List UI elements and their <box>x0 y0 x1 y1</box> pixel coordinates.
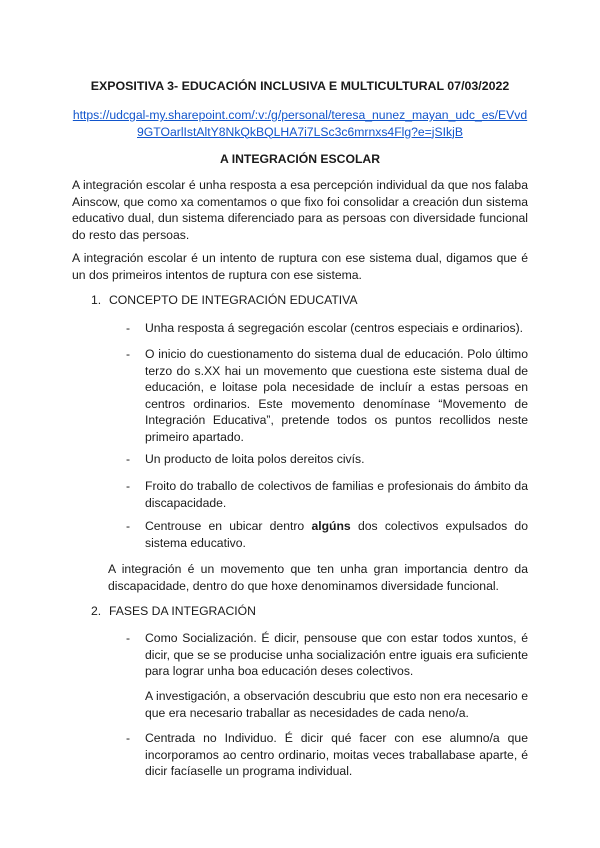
concept-heading <box>91 292 528 309</box>
concept-heading-text: CONCEPTO DE INTEGRACIÓN EDUCATIVA <box>109 293 358 307</box>
dash-bullet: - <box>126 452 131 466</box>
list-item <box>126 518 528 551</box>
dash-bullet: - <box>126 321 131 335</box>
list-item-text: O inicio do cuestionamento do sistema dual de educación. Polo último terzo do s.XX hai un movemento que cuestiona este sistema dual de educación, e loitase pola necesidade de incluír a estas persoas en centros ordinarios. Este movemento denomínase “Movemento de Integración Educativa”, pretende todos os puntos recollidos neste primeiro apartado. <box>145 347 528 444</box>
list-item-text: Unha resposta á segregación escolar (centros especiais e ordinarios). <box>145 321 524 335</box>
dash-bullet: - <box>126 519 131 533</box>
phases-heading-text: FASES DA INTEGRACIÓN <box>109 604 256 618</box>
intro-paragraph-2: A integración escolar é un intento de ruptura con ese sistema dual, digamos que é un dos primeiros intentos de ruptura con ese sistema. <box>72 251 528 282</box>
list-item-text: Como Socialización. É dicir, pensouse que con estar todos xuntos, é dicir, que se se producise unha socialización entre iguais era suficiente para lograr unha boa educación deses colectivos. <box>145 631 528 679</box>
intro-paragraph-1: A integración escolar é unha resposta a esa percepción individual da que nos falaba Ainscow, que como xa comentamos o que fixo foi consolidar a creación dun sistema educativo dual, dun sistema diferenciado para as persoas con diversidade funcional do resto das persoas. <box>72 178 528 242</box>
concept-closing-paragraph: A integración é un movemento que ten unha gran importancia dentro da discapacidade, dentro do que hoxe denominamos diversidade funcional. <box>108 562 528 593</box>
emphasis-text: algúns <box>311 519 351 533</box>
list-item-text: Centrada no Individuo. É dicir qué facer con ese alumno/a que incorporamos ao centro ordinario, moitas veces traballabase aparte, é dicir facíaselle un programa individual. <box>145 731 528 779</box>
list-item-text <box>145 518 528 551</box>
phases-heading <box>91 603 528 620</box>
list-item-text-part: dos colectivos expulsados do sistema educativo. <box>145 519 528 550</box>
dash-bullet: - <box>126 731 131 745</box>
phases-number: 2. <box>91 604 102 618</box>
concept-number: 1. <box>91 293 102 307</box>
list-item <box>126 630 528 680</box>
dash-bullet: - <box>126 347 131 361</box>
dash-bullet: - <box>126 631 131 645</box>
video-link[interactable]: https://udcgal-my.sharepoint.com/:v:/g/personal/teresa_nunez_mayan_udc_es/EVvd9GTOarlIstAltY8NkQkBQLHA7i7LSc3c6mrnxs4Flg?e=jSIkjB <box>72 108 528 139</box>
list-item <box>126 478 528 511</box>
list-item <box>126 346 528 446</box>
list-item-text-part: Centrouse en ubicar dentro <box>145 519 312 533</box>
dash-bullet: - <box>126 479 131 493</box>
list-item <box>126 730 528 780</box>
section-title: A INTEGRACIÓN ESCOLAR <box>219 152 381 166</box>
list-item <box>126 451 528 468</box>
list-item <box>126 320 528 337</box>
phases-sub-paragraph: A investigación, a observación descubriu que esto non era necesario e que era necesario traballar as necesidades de cada neno/a. <box>145 689 528 720</box>
list-item-text: Un producto de loita polos dereitos civís. <box>145 452 365 466</box>
document-title: EXPOSITIVA 3- EDUCACIÓN INCLUSIVA E MULTICULTURAL 07/03/2022 <box>90 79 510 93</box>
list-item-text: Froito do traballo de colectivos de familias e profesionais do ámbito da discapacidade. <box>145 479 528 510</box>
